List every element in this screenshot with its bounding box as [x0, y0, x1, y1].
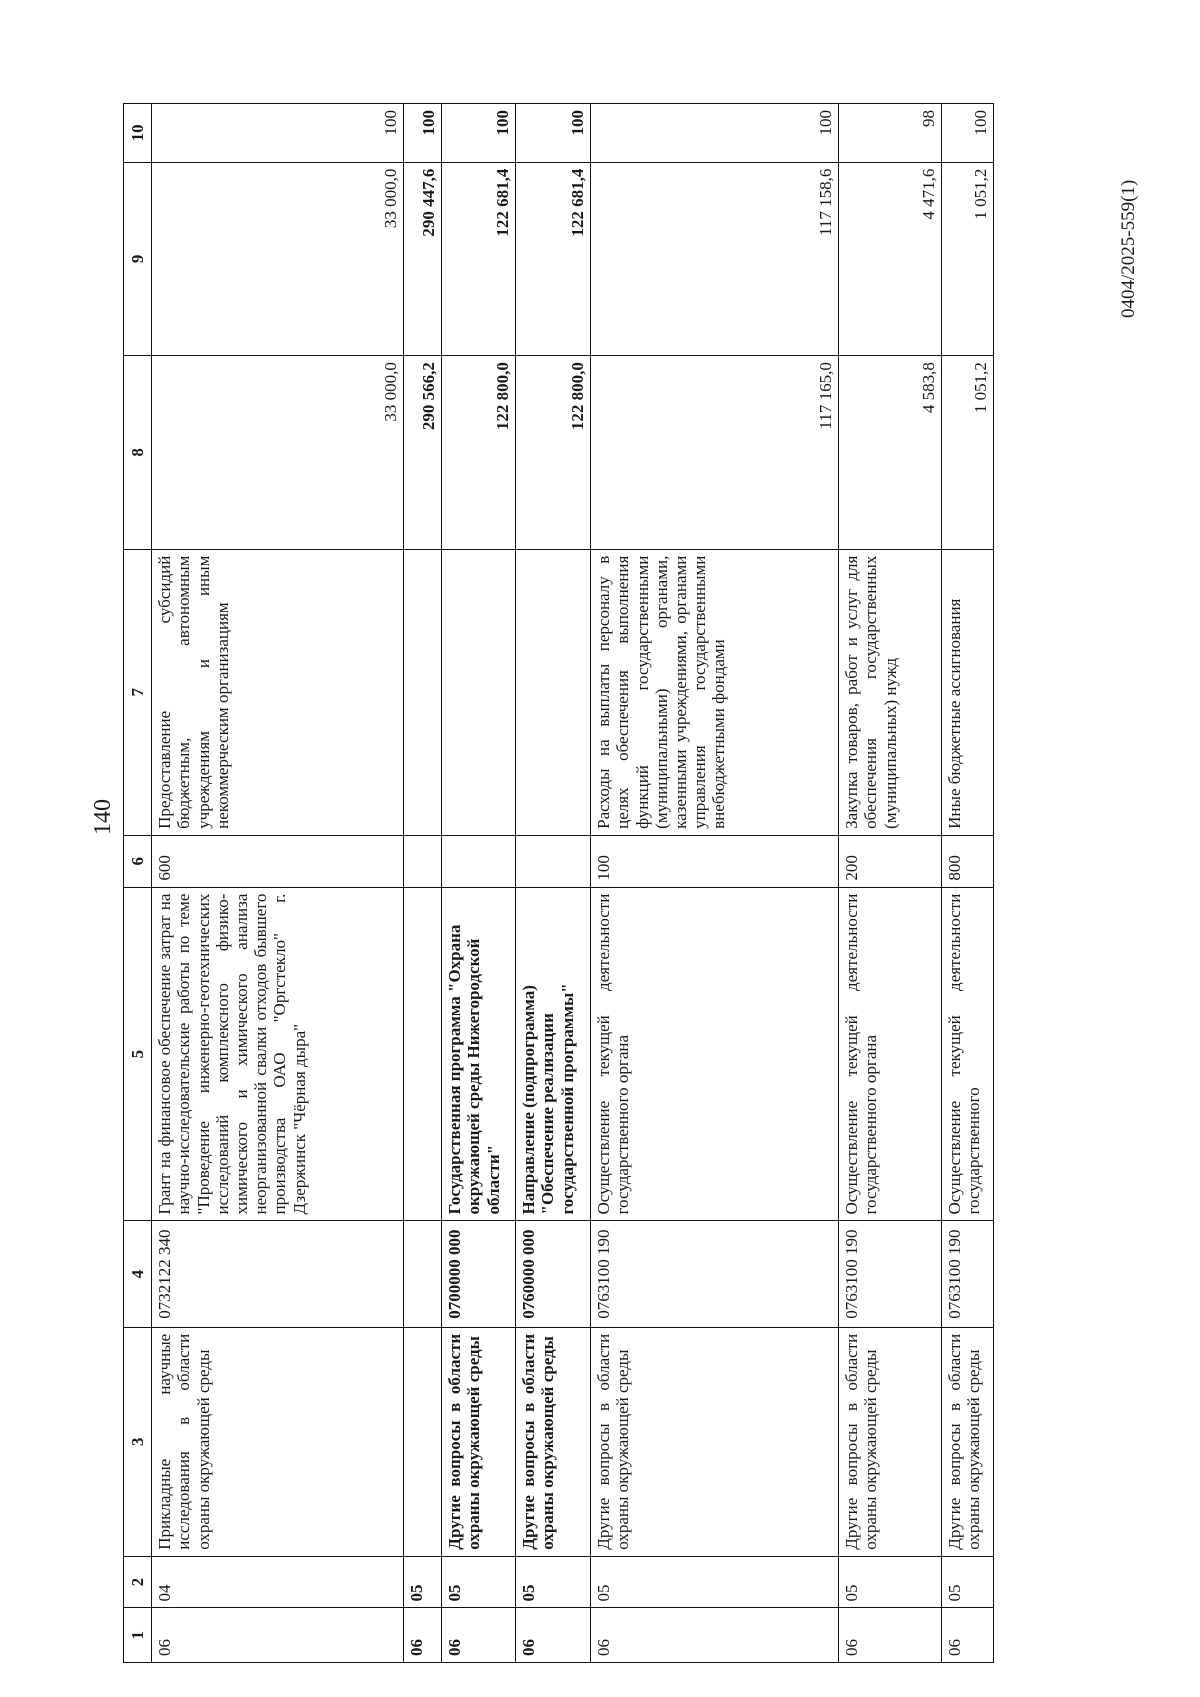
cell-expense-name: Иные бюджетные ассигнования — [942, 549, 994, 835]
cell-subsection: 05 — [442, 1556, 516, 1608]
cell-section: 06 — [442, 1608, 516, 1663]
table-row — [516, 104, 591, 1663]
header-cell-2: 2 — [124, 1556, 152, 1608]
header-cell-10: 10 — [124, 104, 152, 163]
header-cell-4: 4 — [124, 1221, 152, 1327]
cell-expense-name — [404, 549, 442, 835]
cell-target-code: 0763100 190 — [591, 1221, 839, 1327]
cell-executed: 122 681,4 — [442, 162, 516, 356]
cell-executed: 4 471,6 — [839, 162, 942, 356]
cell-subsection: 04 — [152, 1556, 404, 1608]
cell-expense-type: 800 — [942, 835, 994, 887]
cell-target-name: Осуществление текущей деятельности государственного органа — [839, 887, 942, 1221]
header-cell-7: 7 — [124, 549, 152, 835]
cell-planned: 290 566,2 — [404, 356, 442, 550]
cell-planned: 122 800,0 — [442, 356, 516, 550]
budget-table — [123, 103, 994, 1663]
cell-percent: 100 — [152, 104, 404, 163]
cell-expense-name: Предоставление субсидий бюджетным, автономным учреждениям и иным некоммерческим организациям — [152, 549, 404, 835]
cell-target-name: Направление (подпрограмма) "Обеспечение реализации государственной программы" — [516, 887, 591, 1221]
cell-expense-type — [516, 835, 591, 887]
cell-percent: 100 — [516, 104, 591, 163]
cell-target-name: Государственная программа "Охрана окружающей среды Нижегородской области" — [442, 887, 516, 1221]
cell-target-code: 0700000 000 — [442, 1221, 516, 1327]
cell-subsection-name: Прикладные научные исследования в области охраны окружающей среды — [152, 1327, 404, 1556]
table-row — [591, 104, 839, 1663]
cell-percent: 100 — [442, 104, 516, 163]
table-row — [942, 104, 994, 1663]
budget-table-container — [123, 103, 994, 1663]
cell-subsection: 05 — [942, 1556, 994, 1608]
cell-target-code — [404, 1221, 442, 1327]
cell-percent: 100 — [404, 104, 442, 163]
cell-executed: 122 681,4 — [516, 162, 591, 356]
cell-executed: 117 158,6 — [591, 162, 839, 356]
cell-target-name: Грант на финансовое обеспечение затрат на научно-исследовательские работы по теме "Проведение инженерно-геотехнических исследований комплексного физико-химического и химического анализа неорганизованной свалки отходов бывшего производства ОАО "Оргстекло" г. Дзержинск "Чёрная дыра" — [152, 887, 404, 1221]
cell-expense-type: 200 — [839, 835, 942, 887]
cell-planned: 4 583,8 — [839, 356, 942, 550]
cell-executed: 1 051,2 — [942, 162, 994, 356]
cell-target-code: 0760000 000 — [516, 1221, 591, 1327]
cell-subsection-name — [404, 1327, 442, 1556]
cell-section: 06 — [942, 1608, 994, 1663]
cell-subsection: 05 — [839, 1556, 942, 1608]
cell-planned: 122 800,0 — [516, 356, 591, 550]
cell-section: 06 — [404, 1608, 442, 1663]
header-cell-6: 6 — [124, 835, 152, 887]
cell-subsection: 05 — [591, 1556, 839, 1608]
cell-expense-type: 100 — [591, 835, 839, 887]
header-cell-5: 5 — [124, 887, 152, 1221]
cell-planned: 1 051,2 — [942, 356, 994, 550]
cell-target-name: Осуществление текущей деятельности государственного органа — [591, 887, 839, 1221]
table-row — [839, 104, 942, 1663]
cell-target-code: 0763100 190 — [942, 1221, 994, 1327]
cell-planned: 33 000,0 — [152, 356, 404, 550]
cell-subsection: 05 — [516, 1556, 591, 1608]
cell-target-name: Осуществление текущей деятельности государственного — [942, 887, 994, 1221]
header-cell-8: 8 — [124, 356, 152, 550]
header-cell-1: 1 — [124, 1608, 152, 1663]
header-cell-3: 3 — [124, 1327, 152, 1556]
header-row — [124, 104, 152, 1663]
cell-expense-name — [442, 549, 516, 835]
cell-expense-name: Закупка товаров, работ и услуг для обеспечения государственных (муниципальных) нужд — [839, 549, 942, 835]
cell-expense-name — [516, 549, 591, 835]
cell-target-code: 0763100 190 — [839, 1221, 942, 1327]
cell-expense-name: Расходы на выплаты персоналу в целях обеспечения выполнения функций государственными (муниципальными) органами, казенными учреждениями, органами управления государственными внебюджетными фондами — [591, 549, 839, 835]
table-row — [152, 104, 404, 1663]
cell-subsection-name: Другие вопросы в области охраны окружающей среды — [839, 1327, 942, 1556]
cell-percent: 100 — [942, 104, 994, 163]
header-cell-9: 9 — [124, 162, 152, 356]
cell-subsection-name: Другие вопросы в области охраны окружающей среды — [942, 1327, 994, 1556]
cell-percent: 100 — [591, 104, 839, 163]
cell-subsection-name: Другие вопросы в области охраны окружающей среды — [442, 1327, 516, 1556]
cell-subsection-name: Другие вопросы в области охраны окружающей среды — [516, 1327, 591, 1556]
document-code: 0404/2025-559(1) — [1118, 179, 1139, 318]
table-row — [442, 104, 516, 1663]
cell-expense-type: 600 — [152, 835, 404, 887]
cell-subsection-name: Другие вопросы в области охраны окружающей среды — [591, 1327, 839, 1556]
cell-expense-type — [404, 835, 442, 887]
cell-executed: 290 447,6 — [404, 162, 442, 356]
cell-section: 06 — [516, 1608, 591, 1663]
table-row — [404, 104, 442, 1663]
cell-percent: 98 — [839, 104, 942, 163]
cell-planned: 117 165,0 — [591, 356, 839, 550]
cell-target-code: 0732122 340 — [152, 1221, 404, 1327]
cell-section: 06 — [839, 1608, 942, 1663]
cell-target-name — [404, 887, 442, 1221]
cell-section: 06 — [591, 1608, 839, 1663]
cell-subsection: 05 — [404, 1556, 442, 1608]
cell-expense-type — [442, 835, 516, 887]
cell-executed: 33 000,0 — [152, 162, 404, 356]
cell-section: 06 — [152, 1608, 404, 1663]
page-number: 140 — [90, 799, 116, 835]
